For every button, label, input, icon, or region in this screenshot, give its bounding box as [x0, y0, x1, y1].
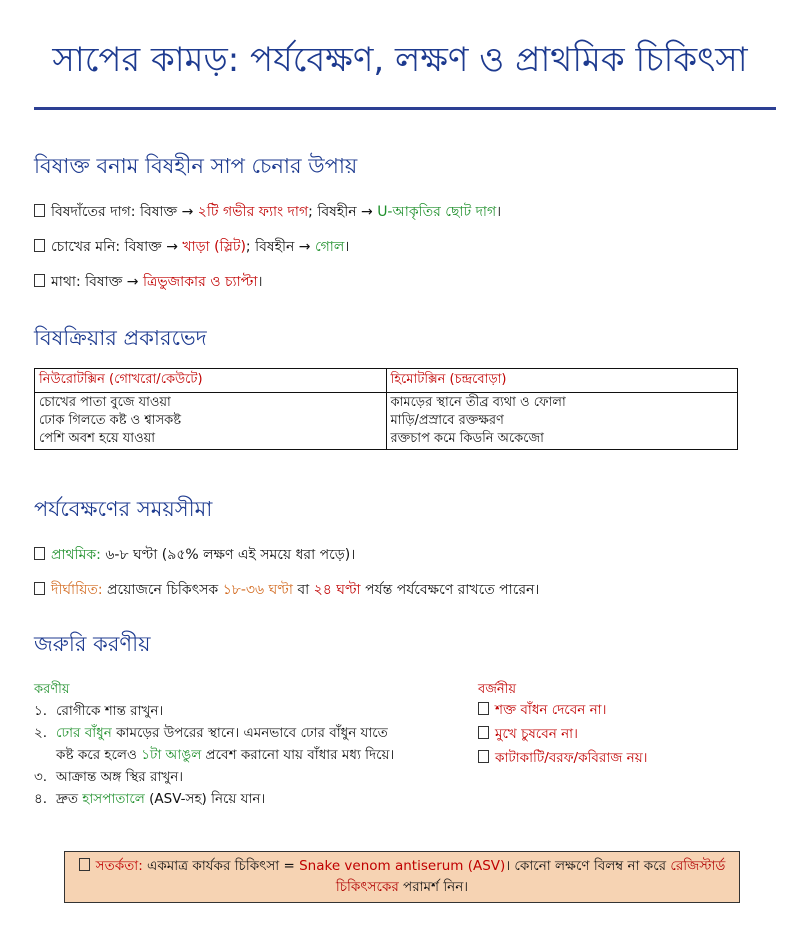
venom-table	[34, 368, 738, 450]
list-item: মাথা: বিষাক্ত → ত্রিভুজাকার ও চ্যাপ্টা।	[34, 270, 501, 305]
nonvenomous-value: U-আকৃতির ছোট দাগ	[377, 204, 497, 220]
checkbox-icon	[34, 274, 45, 287]
dont-heading: বর্জনীয়	[478, 682, 517, 697]
primary-label: প্রাথমিক:	[51, 547, 101, 563]
warning-label: সতর্কতা:	[95, 858, 143, 874]
list-item: দীর্ঘায়িত: প্রয়োজনে চিকিৎসক ১৮-৩৬ ঘণ্টা বা ২৪ ঘণ্টা পর্যন্ত পর্যবেক্ষণে রাখতে পারেন।	[34, 578, 539, 613]
list-item: প্রাথমিক: ৬-৮ ঘণ্টা (৯৫% লক্ষণ এই সময়ে ধরা পড়ে)।	[34, 543, 539, 578]
hemo-line: কামড়ের স্থানে তীব্র ব্যথা ও ফোলা	[390, 395, 566, 410]
checkbox-icon	[34, 582, 45, 595]
neuro-line: ঢোক গিলতে কষ্ট ও শ্বাসকষ্ট	[39, 413, 182, 428]
neuro-header: নিউরোটক্সিন (গোখরো/কেউটে)	[35, 369, 387, 393]
list-item: মুখে চুষবেন না।	[478, 722, 647, 746]
identify-list	[34, 200, 501, 305]
page-title: সাপের কামড়: পর্যবেক্ষণ, লক্ষণ ও প্রাথমিক চিকিৎসা	[52, 40, 748, 80]
hemo-header: হিমোটক্সিন (চন্দ্রবোড়া)	[386, 369, 738, 393]
list-item: ১. রোগীকে শান্ত রাখুন।	[34, 703, 164, 719]
hemo-cell	[386, 393, 738, 450]
checkbox-icon	[34, 547, 45, 560]
do-heading: করণীয়	[34, 682, 70, 697]
venomous-value: ২টি গভীর ফ্যাং দাগ	[197, 204, 309, 220]
checkbox-icon	[478, 702, 489, 715]
list-item: চোখের মনি: বিষাক্ত → খাড়া (স্লিট); বিষহীন → গোল।	[34, 235, 501, 270]
venom-heading: বিষক্রিয়ার প্রকারভেদ	[34, 326, 207, 350]
observation-list	[34, 543, 539, 613]
list-item: বিষদাঁতের দাগ: বিষাক্ত → ২টি গভীর ফ্যাং দাগ; বিষহীন → U-আকৃতির ছোট দাগ।	[34, 200, 501, 235]
asv-name: Snake venom antiserum (ASV)	[299, 858, 506, 874]
list-item: কাটাকাটি/বরফ/কবিরাজ নয়।	[478, 746, 647, 770]
list-item: ২. ঢোর বাঁধুন কামড়ের উপরের স্থানে। এমনভাবে ঢোর বাঁধুন যাতে কষ্ট করে হলেও ১টা আঙুল প্রবেশ করানো যায় বাঁধার মধ্য দিয়ে।	[34, 725, 395, 763]
venomous-value: ত্রিভুজাকার ও চ্যাপ্টা	[142, 274, 258, 290]
do-list	[34, 700, 404, 810]
title-divider	[34, 107, 776, 110]
neuro-line: পেশি অবশ হয়ে যাওয়া	[39, 431, 156, 446]
list-item: ৪. দ্রুত হাসপাতালে (ASV-সহ) নিয়ে যান।	[34, 791, 266, 807]
venomous-value: খাড়া (স্লিট)	[182, 239, 246, 255]
hemo-line: মাড়ি/প্রস্রাবে রক্তক্ষরণ	[390, 413, 504, 428]
list-item: ৩. আক্রান্ত অঙ্গ স্থির রাখুন।	[34, 769, 184, 785]
dont-list	[478, 698, 647, 770]
observation-heading: পর্যবেক্ষণের সময়সীমা	[34, 497, 213, 521]
checkbox-icon	[478, 726, 489, 739]
warning-box: সতর্কতা: একমাত্র কার্যকর চিকিৎসা = Snake venom antiserum (ASV)। কোনো লক্ষণে বিলম্ব না করে রেজিস্টার্ড চিকিৎসকের পরামর্শ নিন।	[64, 851, 740, 903]
actions-heading: জরুরি করণীয়	[34, 632, 151, 656]
doctor-text: রেজিস্টার্ড চিকিৎসকের	[335, 858, 726, 895]
neuro-cell	[35, 393, 387, 450]
list-item: শক্ত বাঁধন দেবেন না।	[478, 698, 647, 722]
hours-value: ১৮-৩৬ ঘণ্টা	[222, 582, 293, 598]
checkbox-icon	[34, 204, 45, 217]
neuro-line: চোখের পাতা বুজে যাওয়া	[39, 395, 171, 410]
warning-icon	[79, 858, 90, 871]
checkbox-icon	[478, 750, 489, 763]
long-label: দীর্ঘায়িত:	[51, 582, 103, 598]
hours-value: ২৪ ঘণ্টা	[313, 582, 361, 598]
identify-heading: বিষাক্ত বনাম বিষহীন সাপ চেনার উপায়	[34, 154, 358, 178]
checkbox-icon	[34, 239, 45, 252]
nonvenomous-value: গোল	[314, 239, 345, 255]
hemo-line: রক্তচাপ কমে কিডনি অকেজো	[390, 431, 544, 446]
